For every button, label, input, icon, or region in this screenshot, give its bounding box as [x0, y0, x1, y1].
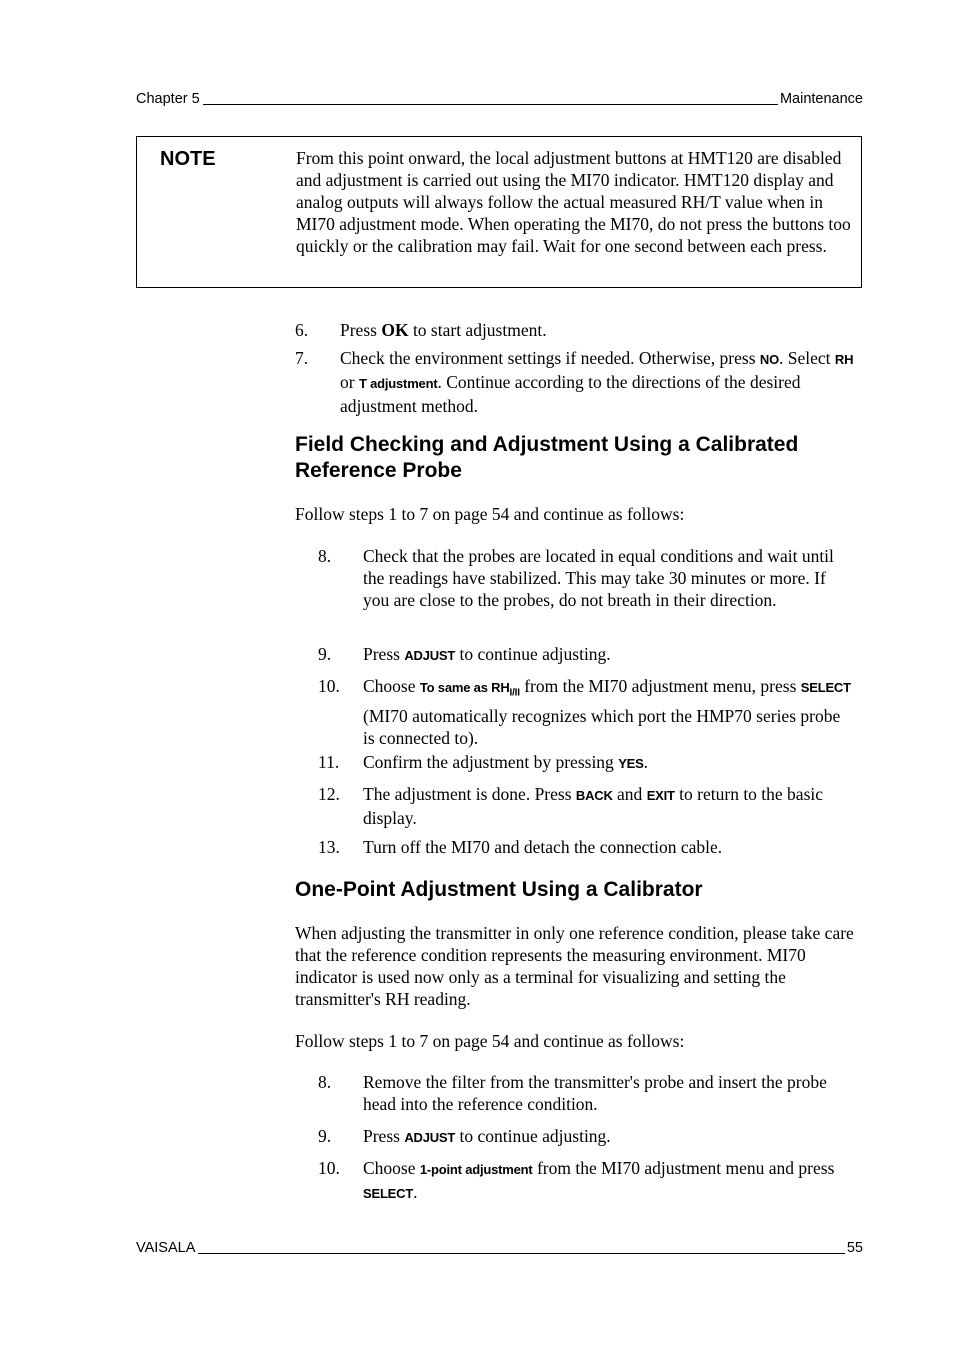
header-rule	[203, 104, 778, 105]
section1-intro: Follow steps 1 to 7 on page 54 and continue as follows:	[295, 504, 685, 524]
to-same-as-rh-option: To same as $RH_{I/II}$	[419, 680, 520, 699]
ok-key-label: OK	[381, 320, 409, 340]
step-text: Remove the filter from the transmitter's probe and insert the probe head into the reference condition.	[363, 1072, 827, 1114]
note-text: From this point onward, the local adjustment buttons at HMT120 are disabled and adjustment is carried out using the MI70 indicator. HMT120 display and analog outputs will always follow the actual measured RH/T value when in MI70 adjustment mode. When operating the MI70, do not press the buttons too quickly or the calibration may fail. Wait for one second between each press.	[296, 148, 851, 256]
step-text: Press ADJUST to continue adjusting.	[363, 1126, 611, 1146]
company-name: VAISALA	[136, 1240, 196, 1256]
step-number: 7.	[295, 348, 309, 368]
section2-intro: Follow steps 1 to 7 on page 54 and continue as follows:	[295, 1031, 685, 1051]
step-number: 6.	[295, 320, 309, 340]
yes-key-label: YES	[618, 756, 644, 771]
step-text: Choose To same as $RH_{I/II}$ from the MI70 adjustment menu, press SELECT (MI70 automatically recognizes which port the HMP70 series probe is connected to).	[363, 676, 851, 748]
step-number: 8.	[318, 1072, 332, 1092]
step-text: Press OK to start adjustment.	[340, 320, 547, 340]
section-heading-one-point: One-Point Adjustment Using a Calibrator	[295, 878, 703, 901]
step-number: 11.	[318, 752, 340, 772]
one-point-adjustment-option: 1-point adjustment	[419, 1162, 533, 1177]
step-text: Choose 1-point adjustment from the MI70 adjustment menu and press SELECT.	[363, 1158, 835, 1202]
section-heading-field-checking: Field Checking and Adjustment Using a Calibrated Reference Probe	[295, 433, 799, 482]
step-text: Check that the probes are located in equal conditions and wait until the readings have stabilized. This may take 30 minutes or more. If you are close to the probes, do not breath in their direction.	[363, 546, 834, 610]
step-number: 10.	[318, 676, 340, 696]
step-text: Check the environment settings if needed. Otherwise, press NO. Select RH or T adjustment. Continue according to the directions of the desired adjustment method.	[340, 348, 854, 416]
step-text: The adjustment is done. Press BACK and EXIT to return to the basic display.	[363, 784, 824, 828]
step-number: 8.	[318, 546, 332, 566]
select-key-label: SELECT	[363, 1186, 414, 1201]
step-number: 9.	[318, 644, 332, 664]
section-label: Maintenance	[779, 91, 863, 107]
step-number: 9.	[318, 1126, 332, 1146]
step-number: 10.	[318, 1158, 340, 1178]
rh-key-label: RH	[834, 352, 854, 367]
t-adjustment-key-label: T adjustment	[358, 376, 438, 391]
note-box	[136, 136, 862, 288]
note-label: NOTE	[160, 148, 216, 170]
select-key-label: SELECT	[800, 680, 851, 695]
page-number: 55	[846, 1240, 863, 1256]
step-text: Press ADJUST to continue adjusting.	[363, 644, 611, 664]
chapter-label: Chapter 5	[136, 91, 200, 107]
page-header	[136, 90, 863, 108]
step-number: 12.	[318, 784, 340, 804]
section2-paragraph: When adjusting the transmitter in only one reference condition, please take care that the reference condition represents the measuring environment. MI70 indicator is used now only as a terminal for visualizing and setting the transmitter's RH reading.	[295, 923, 854, 1009]
adjust-key-label: ADJUST	[404, 1130, 456, 1145]
adjust-key-label: ADJUST	[404, 648, 456, 663]
page-footer	[136, 1239, 863, 1257]
footer-rule	[198, 1253, 844, 1254]
step-text: Confirm the adjustment by pressing YES.	[363, 752, 648, 772]
step-number: 13.	[318, 837, 340, 857]
exit-key-label: EXIT	[646, 788, 675, 803]
no-key-label: NO	[759, 352, 779, 367]
step-text: Turn off the MI70 and detach the connection cable.	[363, 837, 723, 857]
back-key-label: BACK	[575, 788, 613, 803]
